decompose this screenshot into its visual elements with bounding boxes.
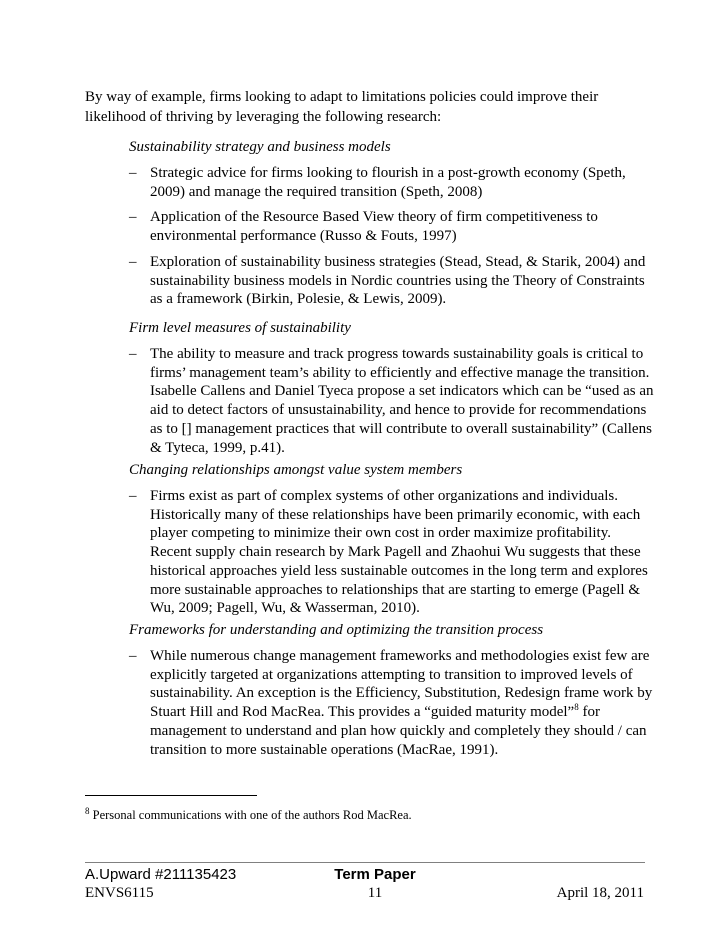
footnote-number: 8	[85, 806, 90, 816]
footer-center	[320, 866, 430, 902]
bullet-list	[129, 164, 654, 309]
bullet-text-before-ref: While numerous change management frameworks and methodologies exist few are explicitly targeted at organizations attempting to transition to improved levels of sustainability. An exception is the Efficiency, Substitution, Redesign frame work by Stuart Hill and Rod MacRea. This provides a “guided maturity model”	[150, 648, 653, 721]
bullet-text: Application of the Resource Based View theory of firm competitiveness to environmental performance (Russo & Fouts, 1997)	[150, 209, 598, 245]
section-firm-level-measures	[129, 318, 654, 464]
section-heading: Sustainability strategy and business models	[129, 139, 391, 155]
bullet-item	[129, 253, 654, 309]
footer-title: Term Paper	[334, 866, 416, 883]
footnote-text: Personal communications with one of the authors Rod MacRea.	[89, 808, 412, 823]
footnote	[85, 803, 412, 823]
footnote-separator	[85, 795, 257, 796]
page-number: 11	[367, 885, 383, 901]
section-sustainability-strategy	[129, 137, 654, 316]
bullet-list	[129, 487, 654, 618]
bullet-text: Firms exist as part of complex systems of other organizations and individuals. Historically many of these relationships have been primarily economic, with each player competing to minimize their own cost in order maximize profitability. Recent supply chain research by Mark Pagell and Zhaohui Wu suggests that these historical approaches yield less sustainable outcomes in the long term and explores more sustainable approaches to relationships that are starting to emerge (Pagell & Wu, 2009; Pagell, Wu, & Wasserman, 2010).	[150, 488, 648, 617]
dash-bullet-icon: –	[129, 488, 137, 504]
bullet-text: Exploration of sustainability business strategies (Stead, Stead, & Starik, 2004) and sustainability business models in Nordic countries using the Theory of Constraints as a framework (Birkin, Polesie, & Lewis, 2009).	[150, 253, 646, 308]
dash-bullet-icon: –	[129, 209, 137, 226]
bullet-item	[129, 208, 654, 245]
footer-left	[85, 866, 236, 902]
intro-paragraph: By way of example, firms looking to adapt to limitations policies could improve their likelihood of thriving by leveraging the following research:	[85, 89, 599, 125]
footer-author: A.Upward #211135423	[85, 866, 237, 883]
bullet-item	[129, 164, 654, 201]
footer-divider	[85, 862, 645, 863]
bullet-item	[129, 647, 654, 759]
section-heading: Frameworks for understanding and optimizing the transition process	[129, 622, 544, 638]
footer-course: ENVS6115	[85, 885, 154, 901]
bullet-list	[129, 647, 654, 759]
dash-bullet-icon: –	[129, 253, 137, 270]
bullet-list	[129, 345, 654, 457]
dash-bullet-icon: –	[129, 346, 137, 362]
bullet-text: The ability to measure and track progress towards sustainability goals is critical to firms’ management team’s ability to efficiently and effective manage the transition. Isabelle Callens and Daniel Tyeca propose a set indicators which can be “used as an aid to detect factors of unsustainability, and hence to provide for recommendations as to [] management practices that will contribute to overall sustainability” (Callens & Tyteca, 1999, p.41).	[150, 346, 654, 456]
bullet-text-after-ref: for management to understand and plan how quickly and completely they should / can transition to more sustainable operations (MacRae, 1991).	[150, 704, 647, 758]
bullet-item	[129, 487, 654, 618]
section-frameworks-transition	[129, 620, 654, 766]
footnote-reference[interactable]: 8	[574, 702, 579, 713]
footer-date: April 18, 2011	[556, 885, 644, 901]
section-heading: Firm level measures of sustainability	[129, 320, 351, 336]
bullet-text: Strategic advice for firms looking to flourish in a post-growth economy (Speth, 2009) and manage the required transition (Speth, 2008)	[150, 165, 626, 200]
bullet-item	[129, 345, 654, 457]
section-heading: Changing relationships amongst value system members	[129, 462, 463, 478]
dash-bullet-icon: –	[129, 165, 137, 181]
section-changing-relationships	[129, 460, 654, 625]
dash-bullet-icon: –	[129, 648, 137, 664]
